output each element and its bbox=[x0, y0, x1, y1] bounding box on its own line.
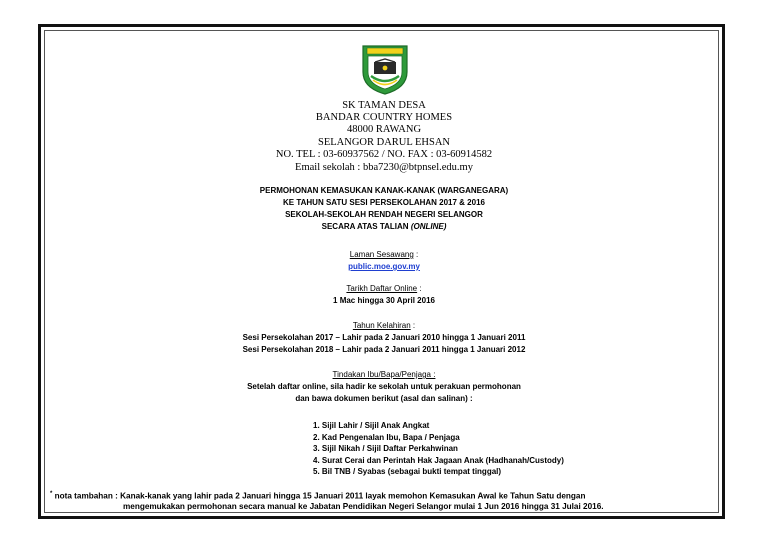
parent-action-line-2: dan bawa dokumen berikut (asal dan salinan) : bbox=[295, 394, 473, 403]
website-link-row bbox=[0, 261, 768, 272]
footnote-line-2: mengemukakan permohonan secara manual ke Jabatan Pendidikan Negeri Selangor mulai 1 Jun 2016 hingga 31 Julai 2016. bbox=[123, 502, 604, 511]
title-line-3: SEKOLAH-SEKOLAH RENDAH NEGERI SELANGOR bbox=[285, 210, 483, 219]
footnote-mark: * bbox=[50, 491, 53, 497]
school-address-line-1: BANDAR COUNTRY HOMES bbox=[315, 112, 453, 123]
title-line-1: PERMOHONAN KEMASUKAN KANAK-KANAK (WARGANEGARA) bbox=[259, 186, 509, 195]
document-list bbox=[313, 420, 564, 478]
birth-year-heading bbox=[0, 320, 768, 331]
website-label: Laman Sesawang bbox=[349, 250, 414, 259]
document-item: 4. Surat Cerai dan Perintah Hak Jagaan Anak (Hadhanah/Custody) bbox=[313, 455, 564, 465]
document-item: 5. Bil TNB / Syabas (sebagai bukti tempat tinggal) bbox=[313, 467, 502, 476]
parent-action-line-1: Setelah daftar online, sila hadir ke sekolah untuk perakuan permohonan bbox=[247, 382, 521, 391]
registration-label-sep: : bbox=[417, 284, 422, 293]
website-heading bbox=[0, 249, 768, 260]
footnote-text-1: nota tambahan : Kanak-kanak yang lahir pada 2 Januari hingga 15 Januari 2011 layak memohon Kemasukan Awal ke Tahun Satu dengan bbox=[52, 491, 586, 501]
title-online-text: SECARA ATAS TALIAN bbox=[321, 222, 411, 231]
website-label-sep: : bbox=[413, 250, 419, 259]
school-address-line-2: 48000 RAWANG bbox=[346, 124, 422, 135]
document-item: 1. Sijil Lahir / Sijil Anak Angkat bbox=[313, 421, 430, 430]
parent-action-label: Tindakan Ibu/Bapa/Penjaga : bbox=[332, 370, 436, 379]
footnote-line-1 bbox=[50, 489, 585, 502]
school-phone-fax: NO. TEL : 03-60937562 / NO. FAX : 03-60914582 bbox=[275, 149, 493, 160]
title-line-2: KE TAHUN SATU SESI PERSEKOLAHAN 2017 & 2016 bbox=[283, 198, 485, 207]
registration-dates: 1 Mac hingga 30 April 2016 bbox=[333, 296, 435, 305]
school-address-line-3: SELANGOR DARUL EHSAN bbox=[317, 137, 451, 148]
birth-year-label-sep: : bbox=[410, 321, 416, 330]
registration-label: Tarikh Daftar Online bbox=[346, 284, 418, 293]
birth-year-line-1: Sesi Persekolahan 2017 – Lahir pada 2 Januari 2010 hingga 1 Januari 2011 bbox=[242, 333, 526, 342]
school-crest-icon bbox=[359, 42, 411, 96]
parent-action-heading bbox=[0, 369, 768, 380]
birth-year-label: Tahun Kelahiran bbox=[352, 321, 411, 330]
registration-heading bbox=[0, 283, 768, 294]
document-item: 3. Sijil Nikah / Sijil Daftar Perkahwinan bbox=[313, 444, 458, 453]
title-line-4 bbox=[0, 221, 768, 232]
title-online-italic: (ONLINE) bbox=[410, 222, 447, 231]
birth-year-line-2: Sesi Persekolahan 2018 – Lahir pada 2 Januari 2011 hingga 1 Januari 2012 bbox=[242, 345, 526, 354]
school-name: SK TAMAN DESA bbox=[342, 100, 426, 111]
website-link[interactable]: public.moe.gov.my bbox=[348, 262, 420, 271]
document-item: 2. Kad Pengenalan Ibu, Bapa / Penjaga bbox=[313, 432, 460, 442]
school-email: Email sekolah : bba7230@btpnsel.edu.my bbox=[295, 162, 473, 173]
